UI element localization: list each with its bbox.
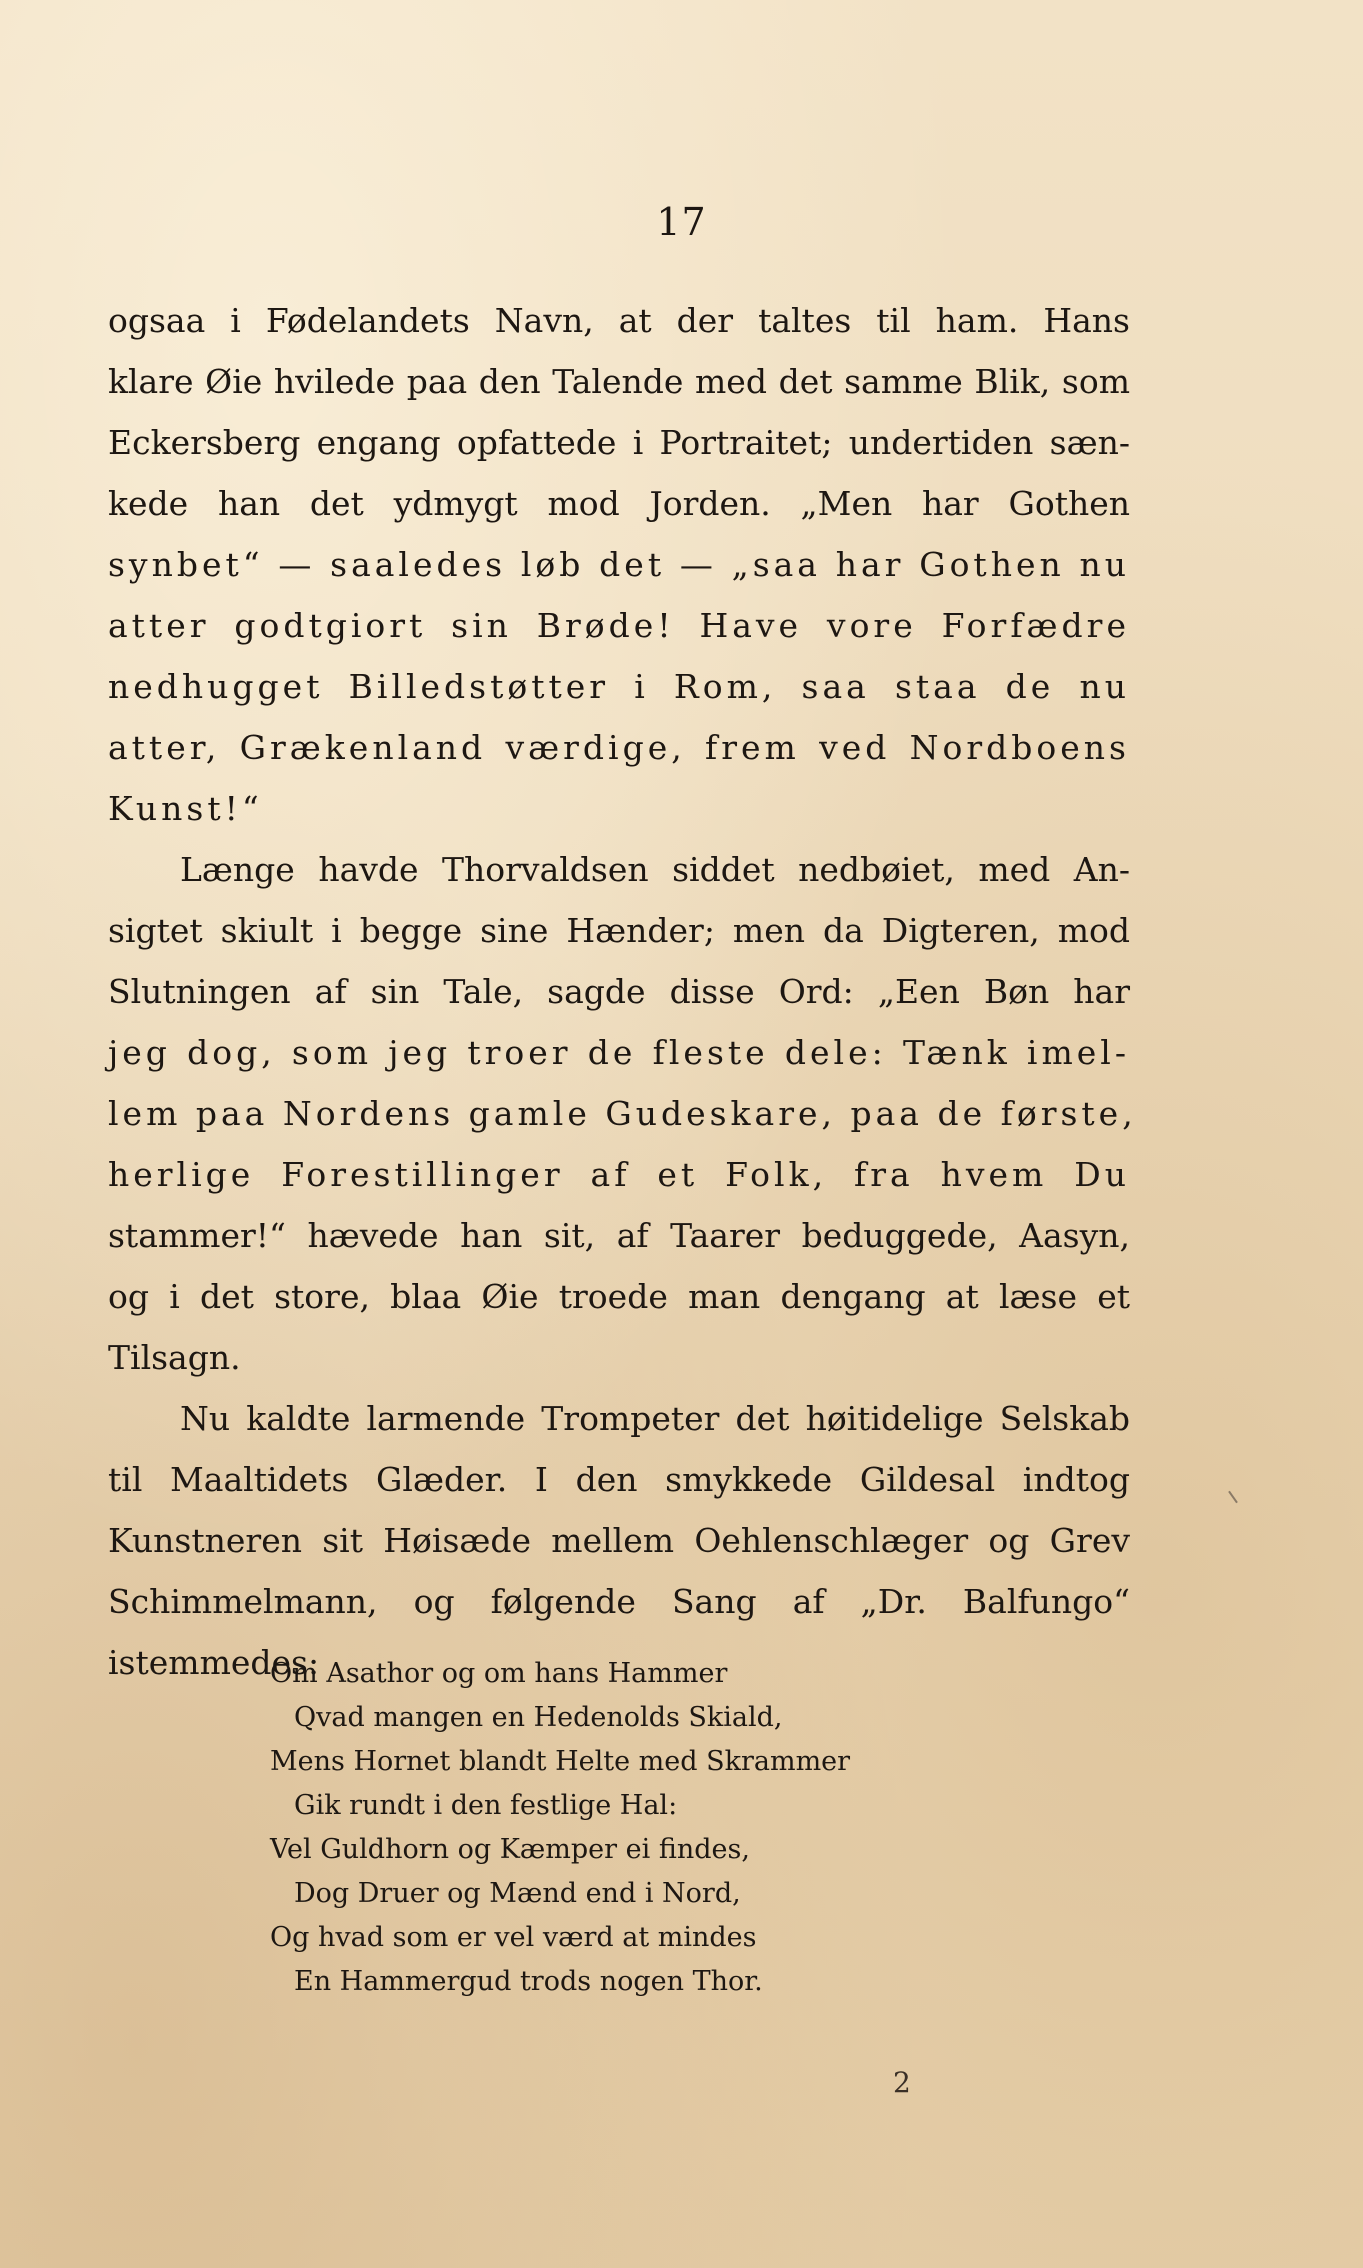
text-line: klare Øie hvilede paa den Talende med det samme Blik, som <box>108 362 1130 401</box>
text-line: stammer!“ hævede han sit, af Taarer beduggede, Aasyn, <box>108 1216 1130 1255</box>
text-line: synbet“ — saaledes løb det — „saa har Gothen nu <box>108 545 1130 584</box>
text-line: nedhugget Billedstøtter i Rom, saa staa de nu <box>108 667 1130 706</box>
text-line: Længe havde Thorvaldsen siddet nedbøiet, med An- <box>180 850 1130 889</box>
text-line: Tilsagn. <box>108 1338 241 1377</box>
poem-line: Gik rundt i den festlige Hal: <box>294 1790 678 1821</box>
page-number: 17 <box>656 200 707 244</box>
text-line: sigtet skiult i begge sine Hænder; men da Digteren, mod <box>108 911 1130 950</box>
poem-line: Mens Hornet blandt Helte med Skrammer <box>270 1746 851 1777</box>
poem-line: Om Asathor og om hans Hammer <box>270 1658 728 1689</box>
text-line: atter, Grækenland værdige, frem ved Nordboens <box>108 728 1130 767</box>
poem <box>270 1652 970 2004</box>
text-line: til Maaltidets Glæder. I den smykkede Gildesal indtog <box>108 1460 1130 1499</box>
text-line: ogsaa i Fødelandets Navn, at der taltes til ham. Hans <box>108 301 1130 340</box>
text-line: Kunstneren sit Høisæde mellem Oehlenschlæger og Grev <box>108 1521 1130 1560</box>
poem-line: Dog Druer og Mænd end i Nord, <box>294 1878 741 1909</box>
text-line: kede han det ydmygt mod Jorden. „Men har Gothen <box>108 484 1130 523</box>
text-line: Schimmelmann, og følgende Sang af „Dr. Balfungo“ <box>108 1582 1130 1621</box>
text-line: jeg dog, som jeg troer de fleste dele: Tænk imel- <box>108 1033 1130 1072</box>
poem-line: Vel Guldhorn og Kæmper ei findes, <box>270 1834 750 1865</box>
text-line: Nu kaldte larmende Trompeter det høitidelige Selskab <box>180 1399 1130 1438</box>
poem-line: Qvad mangen en Hedenolds Skiald, <box>294 1702 783 1733</box>
text-line: Eckersberg engang opfattede i Portraitet; undertiden sæn- <box>108 423 1130 462</box>
text-line: Kunst!“ <box>108 789 263 828</box>
margin-mark <box>1228 1491 1238 1504</box>
text-line: lem paa Nordens gamle Gudeskare, paa de første, <box>108 1094 1137 1133</box>
text-line: istemmedes: <box>108 1643 320 1682</box>
text-line: og i det store, blaa Øie troede man dengang at læse et <box>108 1277 1130 1316</box>
text-line: atter godtgiort sin Brøde! Have vore Forfædre <box>108 606 1130 645</box>
poem-line: En Hammergud trods nogen Thor. <box>294 1966 763 1997</box>
text-line: Slutningen af sin Tale, sagde disse Ord: „Een Bøn har <box>108 972 1130 1011</box>
poem-line: Og hvad som er vel værd at mindes <box>270 1922 757 1953</box>
signature-mark: 2 <box>893 2066 911 2099</box>
text-line: herlige Forestillinger af et Folk, fra hvem Du <box>108 1155 1130 1194</box>
body-text <box>108 290 1137 1693</box>
